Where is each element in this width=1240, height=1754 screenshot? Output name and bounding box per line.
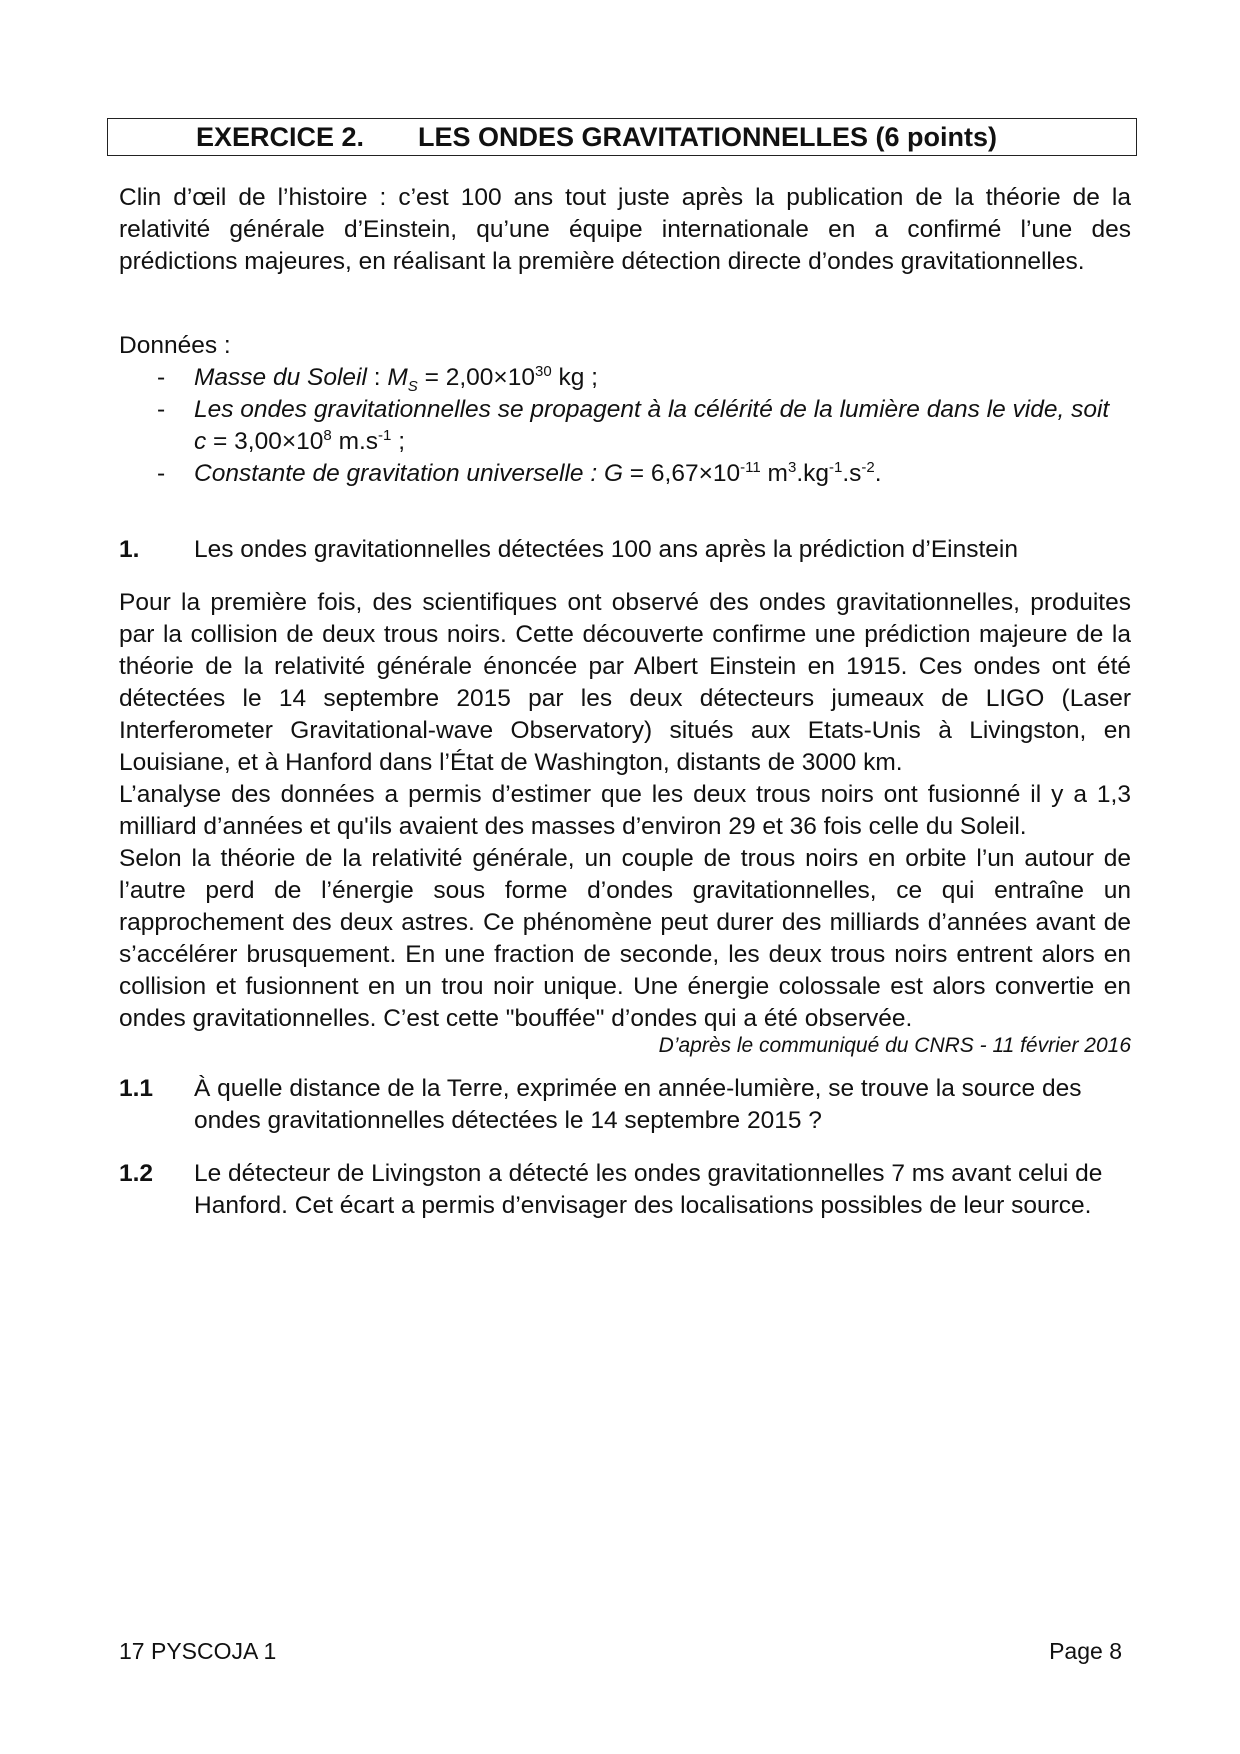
data-label: Les ondes gravitationnelles se propagent à la célérité de la lumière dans le vide, soit — [194, 396, 1110, 423]
article-paragraph: Selon la théorie de la relativité générale, un couple de trous noirs en orbite l’un autour de l’autre perd de l’énergie sous forme d’ondes gravitationnelles, ce qui entraîne un rapprochement des deux astres. Ce phénomène peut durer des milliards d’années avant de s’accélérer brusquement. En une fraction de seconde, les deux trous noirs entrent alors en collision et fusionnent en un trou noir unique. Une énergie colossale est alors convertie en ondes gravitationnelles. C’est cette "bouffée" d’ondes qui a été observée. — [119, 845, 1131, 1032]
data-heading: Données : — [119, 332, 231, 359]
exercise-title: LES ONDES GRAVITATIONNELLES (6 points) — [418, 122, 998, 152]
data-unit-end: . — [874, 460, 882, 487]
data-symbol: M — [387, 364, 408, 391]
data-unit-exponent: 3 — [787, 458, 797, 476]
data-exponent: 30 — [534, 362, 552, 380]
question-number: 1.1 — [119, 1075, 154, 1102]
data-list — [119, 362, 1131, 490]
data-unit: .s — [842, 460, 862, 487]
data-item-gravitation-constant — [119, 458, 1131, 490]
data-label: Masse du Soleil — [194, 364, 367, 391]
part-number: 1. — [119, 536, 140, 563]
data-unit: m.s — [331, 428, 379, 455]
list-dash: - — [157, 364, 166, 391]
article-paragraph: Pour la première fois, des scientifiques ont observé des ondes gravitationnelles, produites par la collision de deux trous noirs. Cette découverte confirme une prédiction majeure de la théorie de la relativité générale énoncée par Albert Einstein en 1915. Ces ondes ont été détectées le 14 septembre 2015 par les deux détecteurs jumeaux de LIGO (Laser Interferometer Gravitational-wave Observatory) situés aux Etats-Unis à Livingston, en Louisiane, et à Hanford dans l’État de Washington, distants de 3000 km. — [119, 589, 1131, 776]
data-unit-end: ; — [391, 428, 406, 455]
data-item-light-speed — [119, 394, 1131, 458]
footer-code: 17 PYSCOJA 1 — [119, 1638, 277, 1664]
article-source: D’après le communiqué du CNRS - 11 février 2016 — [658, 1034, 1131, 1057]
article-paragraph: L’analyse des données a permis d’estimer que les deux trous noirs ont fusionné il y a 1,3 milliard d’années et qu'ils avaient des masses d’environ 29 et 36 fois celle du Soleil. — [119, 781, 1131, 840]
data-symbol-subscript: S — [407, 377, 418, 395]
data-value: = 2,00×10 — [417, 364, 535, 391]
data-unit: m — [760, 460, 788, 487]
data-unit: kg ; — [551, 364, 598, 391]
list-dash: - — [157, 396, 166, 423]
data-unit-exponent: -1 — [378, 426, 392, 444]
data-unit-exponent: -2 — [861, 458, 875, 476]
question-text: Le détecteur de Livingston a détecté les ondes gravitationnelles 7 ms avant celui de Hanford. Cet écart a permis d’envisager des localisations possibles de leur source. — [194, 1160, 1103, 1219]
data-symbol: c — [194, 428, 207, 455]
list-dash: - — [157, 460, 166, 487]
data-label: Constante de gravitation universelle : — [194, 460, 604, 487]
question-1-2 — [119, 1158, 1131, 1222]
part-1-heading — [119, 534, 1131, 566]
part-title: Les ondes gravitationnelles détectées 100 ans après la prédiction d’Einstein — [194, 536, 1019, 563]
question-text: À quelle distance de la Terre, exprimée en année-lumière, se trouve la source des ondes gravitationnelles détectées le 14 septembre 2015 ? — [194, 1075, 1082, 1134]
data-exponent: 8 — [323, 426, 332, 444]
question-1-1 — [119, 1073, 1131, 1137]
data-item-sun-mass — [119, 362, 1131, 394]
data-value: = 6,67×10 — [623, 460, 741, 487]
data-unit-exponent: -1 — [829, 458, 843, 476]
exercise-number: EXERCICE 2. — [196, 122, 365, 152]
question-number: 1.2 — [119, 1160, 154, 1187]
data-value: = 3,00×10 — [206, 428, 324, 455]
article-text — [119, 587, 1131, 1035]
footer-page-number: Page 8 — [1049, 1638, 1122, 1664]
data-exponent: -11 — [740, 458, 761, 476]
intro-paragraph: Clin d’œil de l’histoire : c’est 100 ans tout juste après la publication de la théorie de la relativité générale d’Einstein, qu’une équipe internationale en a confirmé l’une des prédictions majeures, en réalisant la première détection directe d’ondes gravitationnelles. — [119, 184, 1131, 275]
data-separator: : — [366, 364, 388, 391]
data-unit: .kg — [796, 460, 829, 487]
exercise-title-box — [107, 118, 1137, 156]
data-symbol: G — [603, 460, 623, 487]
